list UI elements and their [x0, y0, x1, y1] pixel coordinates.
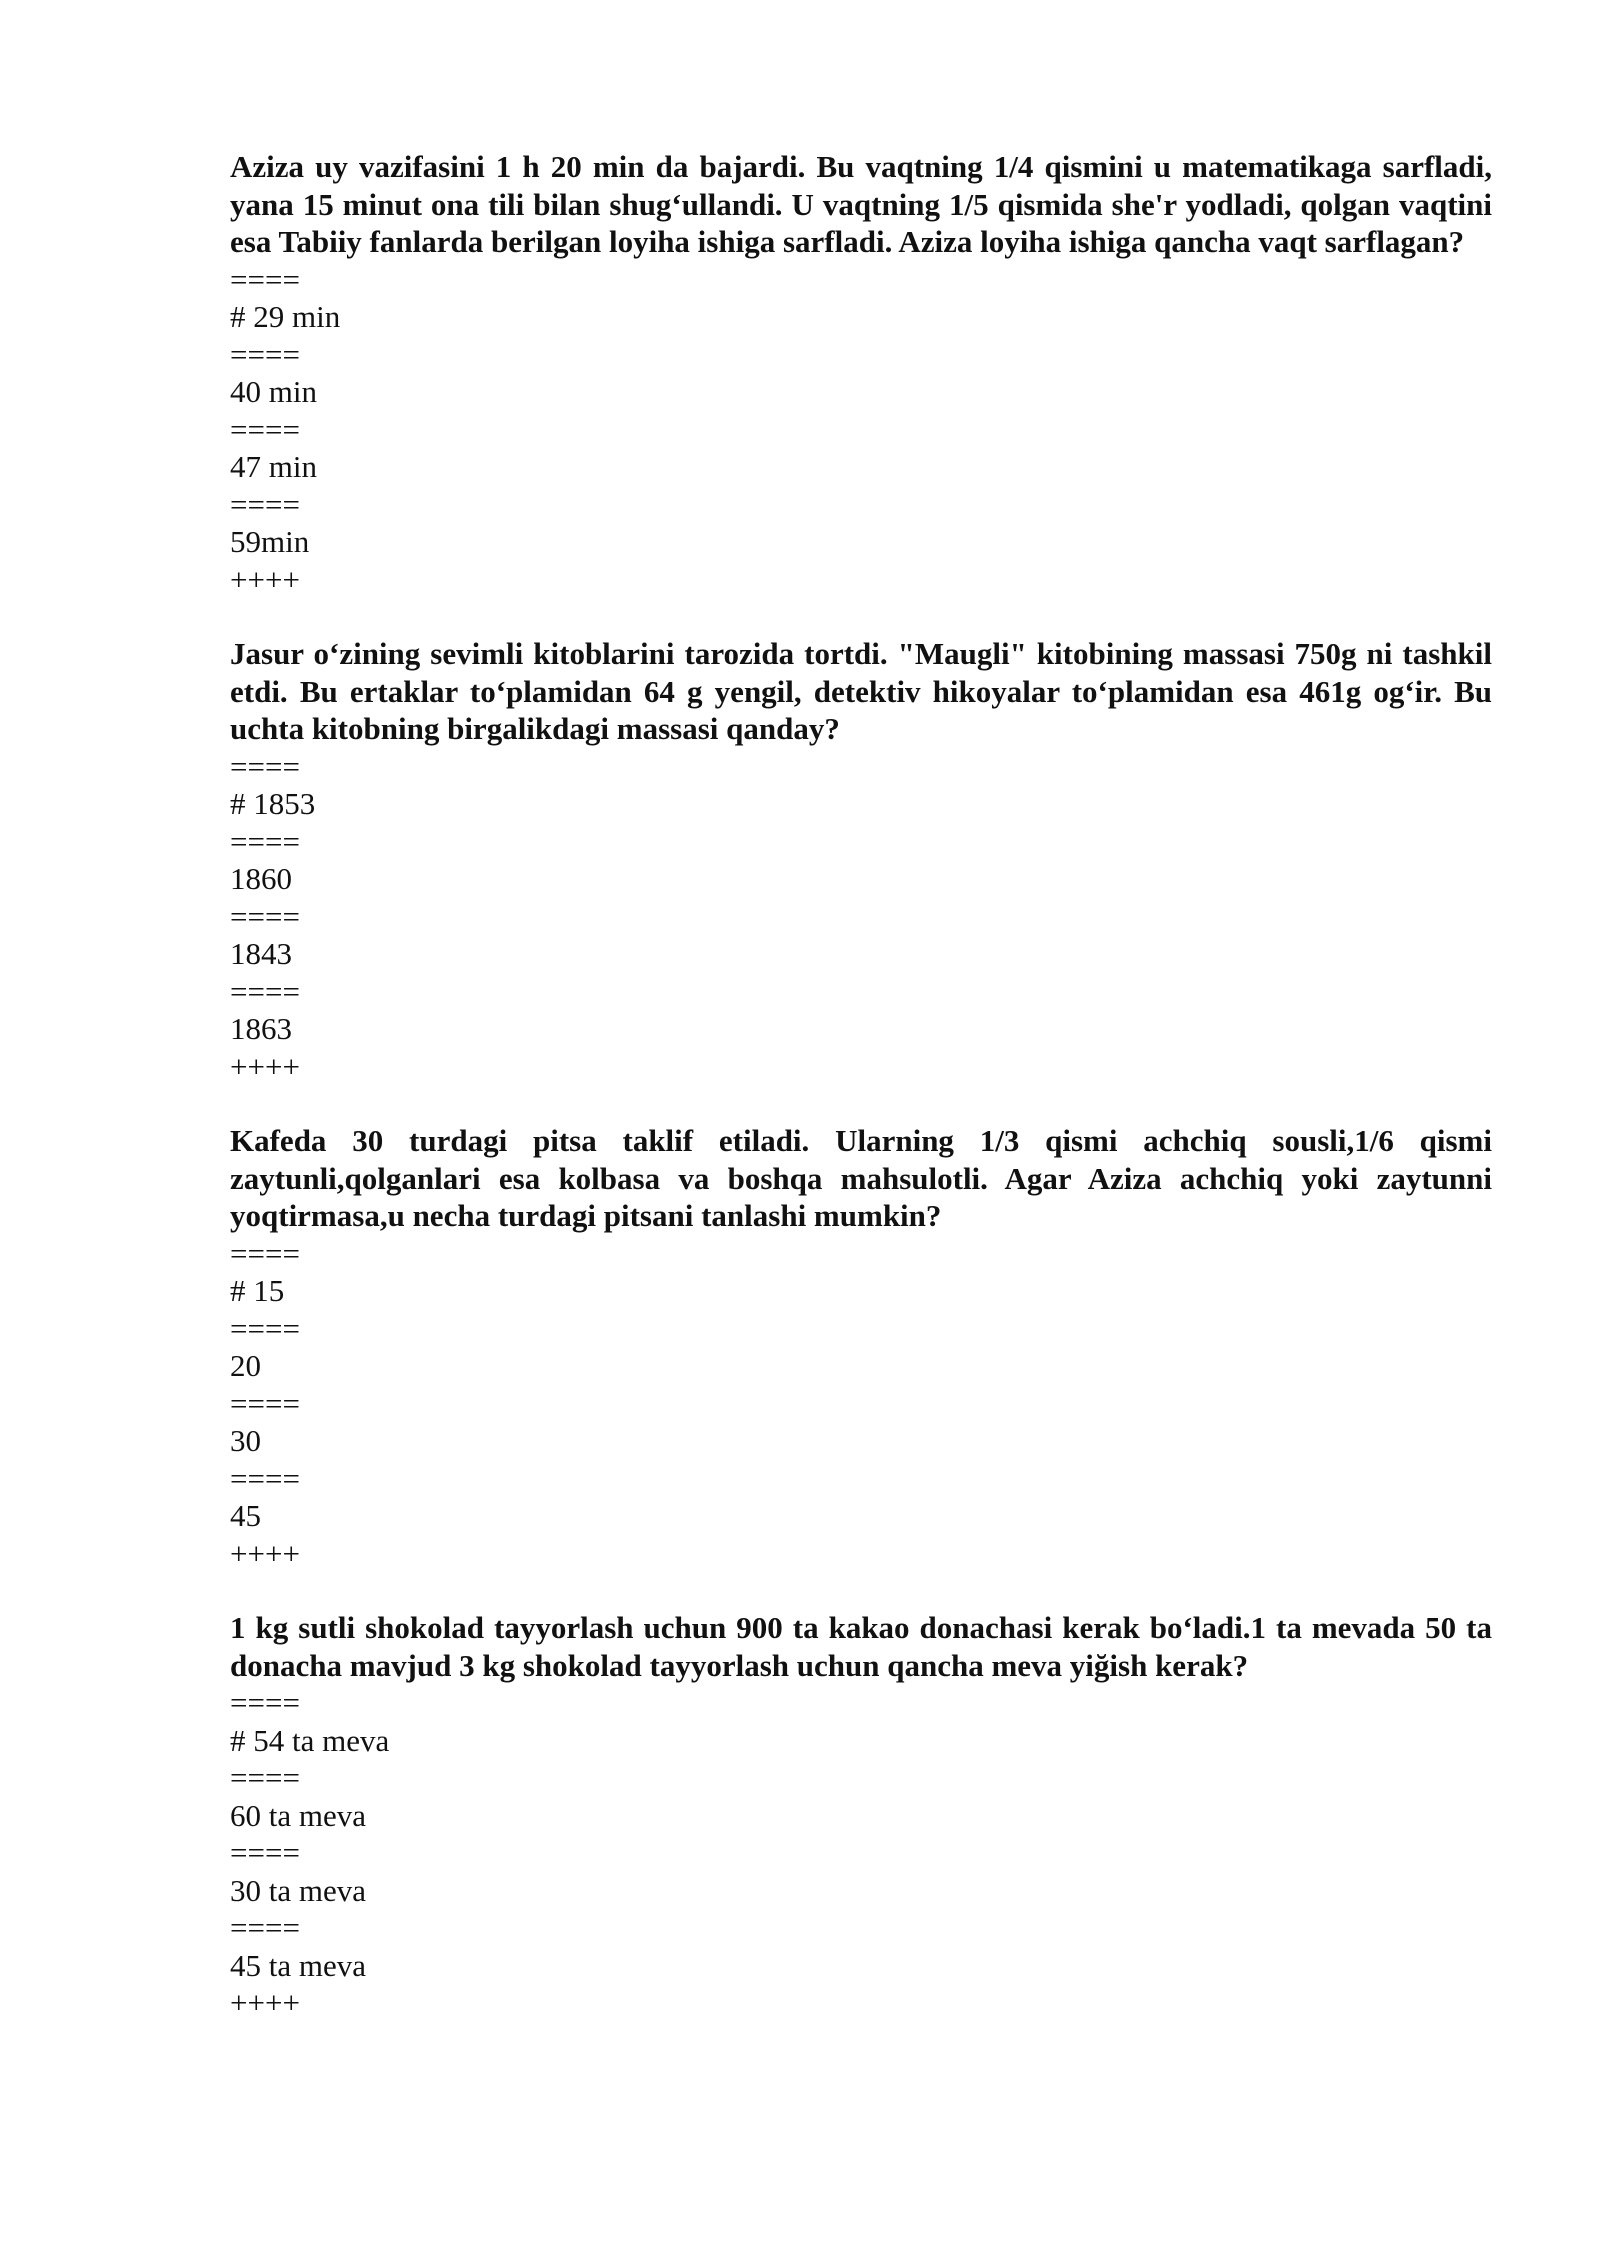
- answer-option: 1863: [230, 1011, 292, 1046]
- answer-option: # 1853: [230, 786, 316, 821]
- question-text: 1 kg sutli shokolad tayyorlash uchun 900 ta kakao donachasi kerak bo‘ladi.1 ta mevada 50 ta donacha mavjud 3 kg shokolad tayyorlash uchun qancha meva yiğish kerak?: [230, 1610, 1492, 1683]
- answer-option: 40 min: [230, 374, 317, 409]
- question-block-2: [230, 635, 1492, 1085]
- separator: ====: [230, 261, 300, 297]
- answer-option: 1860: [230, 861, 292, 896]
- separator: ====: [230, 336, 300, 372]
- answer-option: 60 ta meva: [230, 1797, 367, 1833]
- separator: ====: [230, 1385, 300, 1421]
- separator: ====: [230, 1460, 300, 1496]
- answer-option: 30: [230, 1423, 261, 1458]
- question-text: Kafeda 30 turdagi pitsa taklif etiladi. Ularning 1/3 qismi achchiq sousli,1/6 qismi zaytunli,qolganlari esa kolbasa va boshqa mahsulotli. Agar Aziza achchiq yoki zaytunni yoqtirmasa,u necha turdagi pitsani tanlashi mumkin?: [230, 1123, 1492, 1233]
- separator: ====: [230, 973, 300, 1009]
- answer-option: # 54 ta meva: [230, 1722, 390, 1758]
- separator: ====: [230, 1235, 300, 1271]
- question-block-1: [230, 148, 1492, 598]
- answer-option: 47 min: [230, 449, 317, 484]
- answer-option: # 15: [230, 1273, 285, 1308]
- separator: ====: [230, 1310, 300, 1346]
- separator: ====: [230, 411, 300, 447]
- separator: ====: [230, 1760, 300, 1795]
- separator: ====: [230, 1910, 300, 1945]
- separator: ====: [230, 748, 300, 784]
- separator: ====: [230, 486, 300, 522]
- answer-option: 1843: [230, 936, 292, 971]
- separator: ====: [230, 823, 300, 859]
- question-text: Jasur o‘zining sevimli kitoblarini tarozida tortdi. "Maugli" kitobining massasi 750g ni tashkil etdi. Bu ertaklar to‘plamidan 64 g yengil, detektiv hikoyalar to‘plamidan esa 461g og‘ir. Bu uchta kitobning birgalikdagi massasi qanday?: [230, 636, 1492, 746]
- answer-option: 45 ta meva: [230, 1947, 367, 1983]
- terminator: ++++: [230, 1535, 300, 1571]
- terminator: ++++: [230, 1048, 300, 1084]
- separator: ====: [230, 1685, 300, 1720]
- answer-option: 20: [230, 1348, 261, 1383]
- answer-option: 59min: [230, 524, 310, 559]
- separator: ====: [230, 898, 300, 934]
- terminator: ++++: [230, 1985, 300, 2020]
- question-block-3: [230, 1122, 1492, 1572]
- terminator: ++++: [230, 561, 300, 597]
- answer-option: 30 ta meva: [230, 1872, 367, 1908]
- question-text: Aziza uy vazifasini 1 h 20 min da bajardi. Bu vaqtning 1/4 qismini u matematikaga sarfladi, yana 15 minut ona tili bilan shug‘ullandi. U vaqtning 1/5 qismida she'r yodladi, qolgan vaqtini esa Tabiiy fanlarda berilgan loyiha ishiga sarfladi. Aziza loyiha ishiga qancha vaqt sarflagan?: [230, 149, 1492, 259]
- document-page: [230, 148, 1492, 2059]
- answer-option: # 29 min: [230, 299, 341, 334]
- separator: ====: [230, 1835, 300, 1870]
- answer-option: 45: [230, 1498, 261, 1533]
- question-block-4: [230, 1609, 1492, 2022]
